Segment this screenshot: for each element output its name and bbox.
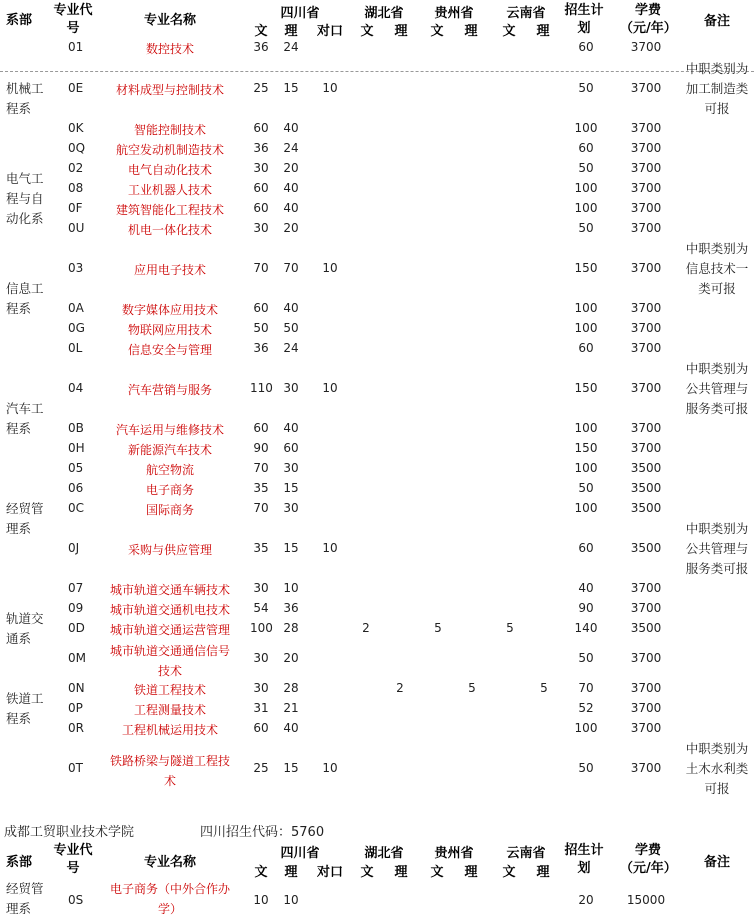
dept-line: 程系 — [6, 421, 32, 436]
cell-code: 0U — [68, 221, 85, 235]
note-line: 中职类别为 — [685, 241, 749, 256]
cell-major-name[interactable]: 电子商务 — [145, 483, 194, 497]
cell-code: 0D — [68, 621, 85, 635]
cell-major-name[interactable]: 智能控制技术 — [133, 123, 206, 137]
cell-major-name[interactable]: 工程机械运用技术 — [121, 723, 218, 737]
header-sc-wen: 文 — [254, 24, 268, 39]
header-gz-li: 理 — [464, 24, 478, 39]
major-name-line: 学） — [157, 902, 182, 916]
school2-row-sc-wen: 10 — [253, 893, 269, 907]
school2-row-major — [100, 879, 240, 919]
cell-sc-li: 15 — [283, 761, 299, 775]
cell-fee: 3700 — [630, 161, 662, 175]
note-line: 可报 — [704, 101, 730, 116]
cell-plan: 70 — [578, 681, 594, 695]
note-information — [680, 239, 754, 299]
header-hubei: 湖北省 — [364, 6, 404, 21]
dept-line: 程系 — [6, 301, 32, 316]
header2-hubei: 湖北省 — [364, 846, 404, 861]
cell-sc-li: 24 — [283, 141, 299, 155]
cell-sc-wen: 110 — [250, 381, 273, 395]
cell-sc-wen: 25 — [253, 81, 269, 95]
cell-code: 0F — [68, 201, 83, 215]
cell-plan: 150 — [574, 261, 598, 275]
header-sc-duikou: 对口 — [316, 24, 343, 39]
cell-fee: 3700 — [630, 321, 662, 335]
cell-sc-li: 24 — [283, 341, 299, 355]
header2-sc-duikou: 对口 — [316, 865, 343, 880]
cell-sc-dk: 10 — [322, 541, 338, 555]
cell-code: 0H — [68, 441, 85, 455]
dept-line: 轨道交 — [6, 611, 44, 626]
cell-code: 0Q — [68, 141, 86, 155]
cell-plan: 100 — [574, 301, 598, 315]
note-line: 可报 — [704, 781, 730, 796]
dept-line: 经贸管 — [6, 881, 44, 896]
cell-sc-wen: 60 — [253, 201, 269, 215]
cell-code: 03 — [68, 261, 84, 275]
cell-sc-wen: 60 — [253, 721, 269, 735]
cell-sc-wen: 70 — [253, 461, 269, 475]
dept-line: 信息工 — [6, 281, 44, 296]
header-hb-wen: 文 — [360, 24, 374, 39]
cell-sc-li: 70 — [283, 261, 299, 275]
cell-fee: 3700 — [630, 441, 662, 455]
dashed-separator — [0, 71, 754, 72]
dept-line: 程系 — [6, 101, 32, 116]
cell-sc-li: 20 — [283, 161, 299, 175]
cell-sc-li: 28 — [283, 621, 299, 635]
header2-yunnan: 云南省 — [506, 846, 546, 861]
header-dept: 系部 — [6, 13, 33, 28]
header2-sc-li: 理 — [284, 865, 298, 880]
header2-dept: 系部 — [6, 855, 33, 870]
cell-sc-wen: 30 — [253, 161, 269, 175]
cell-plan: 50 — [578, 161, 594, 175]
cell-sc-wen: 36 — [253, 141, 269, 155]
cell-fee: 3700 — [630, 141, 662, 155]
note-line: 公共管理与 — [685, 381, 749, 396]
cell-fee: 3500 — [630, 501, 662, 515]
cell-fee: 3700 — [630, 40, 662, 54]
major-name-line: 技术 — [157, 664, 182, 678]
cell-sc-wen: 90 — [253, 441, 269, 455]
cell-sc-wen: 70 — [253, 501, 269, 515]
dept-electrical — [6, 169, 62, 229]
cell-plan: 140 — [574, 621, 598, 635]
cell-major-name[interactable]: 数字媒体应用技术 — [121, 303, 218, 317]
cell-major-name[interactable]: 信息安全与管理 — [127, 343, 212, 357]
cell-sc-li: 50 — [283, 321, 299, 335]
header2-guizhou: 贵州省 — [434, 846, 474, 861]
cell-sc-li: 21 — [283, 701, 299, 715]
cell-fee: 3700 — [630, 341, 662, 355]
cell-sc-wen: 60 — [253, 421, 269, 435]
cell-code: 0N — [68, 681, 85, 695]
school2-row-plan: 20 — [578, 893, 594, 907]
dept-line: 电气工 — [6, 171, 44, 186]
cell-yn: 5 — [540, 681, 548, 695]
dept-line: 铁道工 — [6, 691, 44, 706]
cell-sc-wen: 30 — [253, 581, 269, 595]
cell-sc-li: 24 — [283, 40, 299, 54]
dept-line: 通系 — [6, 631, 32, 646]
dept-automotive — [6, 399, 62, 439]
header2-note: 备注 — [703, 855, 730, 870]
cell-fee: 3700 — [630, 651, 662, 665]
cell-fee: 3700 — [630, 221, 662, 235]
cell-sc-wen: 36 — [253, 40, 269, 54]
cell-sc-li: 30 — [283, 381, 299, 395]
cell-major-name[interactable]: 建筑智能化工程技术 — [115, 203, 224, 217]
cell-plan: 50 — [578, 481, 594, 495]
header-sichuan: 四川省 — [280, 6, 320, 21]
dept-line: 机械工 — [6, 81, 44, 96]
dept-line: 汽车工 — [6, 401, 44, 416]
cell-major-name[interactable]: 电气自动化技术 — [127, 163, 212, 177]
cell-plan: 100 — [574, 201, 598, 215]
cell-code: 06 — [68, 481, 84, 495]
cell-plan: 50 — [578, 651, 594, 665]
cell-plan: 60 — [578, 541, 594, 555]
cell-major-name[interactable]: 工业机器人技术 — [127, 183, 212, 197]
cell-sc-li: 60 — [283, 441, 299, 455]
cell-sc-wen: 60 — [253, 181, 269, 195]
cell-major-name[interactable]: 新能源汽车技术 — [127, 443, 212, 457]
cell-major-name[interactable]: 汽车营销与服务 — [127, 383, 212, 397]
note-line: 服务类可报 — [685, 561, 749, 576]
header2-gz-wen: 文 — [430, 865, 444, 880]
header-fee: 学费（元/年） — [620, 3, 677, 36]
header2-yn-li: 理 — [536, 865, 550, 880]
cell-fee: 3700 — [630, 681, 662, 695]
header-yunnan: 云南省 — [506, 6, 546, 21]
cell-plan: 40 — [578, 581, 594, 595]
cell-sc-li: 40 — [283, 121, 299, 135]
cell-major-name[interactable]: 数控技术 — [145, 42, 194, 56]
cell-yn: 5 — [506, 621, 514, 635]
cell-major-name[interactable]: 铁道工程技术 — [133, 683, 206, 697]
cell-sc-wen: 30 — [253, 681, 269, 695]
cell-code: 0P — [68, 701, 83, 715]
cell-hb: 2 — [396, 681, 404, 695]
cell-hb: 2 — [362, 621, 370, 635]
major-name-line: 铁路桥梁与隧道工程技 — [109, 754, 230, 768]
header-plan: 招生计划 — [564, 3, 604, 36]
cell-fee: 3700 — [630, 121, 662, 135]
header-gz-wen: 文 — [430, 24, 444, 39]
cell-sc-wen: 31 — [253, 701, 269, 715]
cell-sc-dk: 10 — [322, 261, 338, 275]
header2-hb-li: 理 — [394, 865, 408, 880]
cell-fee: 3500 — [630, 481, 662, 495]
cell-sc-dk: 10 — [322, 761, 338, 775]
cell-sc-wen: 100 — [250, 621, 273, 635]
cell-plan: 150 — [574, 381, 598, 395]
cell-fee: 3500 — [630, 541, 662, 555]
cell-major-name[interactable]: 采购与供应管理 — [127, 543, 212, 557]
note-manufacturing — [680, 59, 754, 119]
cell-major-name[interactable] — [100, 751, 240, 791]
note-line: 中职类别为 — [685, 521, 749, 536]
school2-row-code: 0S — [68, 893, 84, 907]
cell-fee: 3700 — [630, 761, 662, 775]
cell-fee: 3700 — [630, 421, 662, 435]
cell-sc-li: 20 — [283, 651, 299, 665]
cell-fee: 3700 — [630, 81, 662, 95]
cell-code: 0G — [68, 321, 85, 335]
header2-plan: 招生计划 — [564, 843, 604, 876]
cell-major-name[interactable] — [100, 641, 240, 681]
cell-sc-wen: 54 — [253, 601, 269, 615]
cell-sc-li: 30 — [283, 501, 299, 515]
cell-plan: 100 — [574, 421, 598, 435]
school2-name: 成都工贸职业技术学院 — [4, 825, 135, 840]
cell-plan: 100 — [574, 121, 598, 135]
cell-sc-li: 40 — [283, 421, 299, 435]
cell-sc-li: 30 — [283, 461, 299, 475]
header2-yn-wen: 文 — [502, 865, 516, 880]
cell-sc-wen: 60 — [253, 121, 269, 135]
header2-major-name: 专业名称 — [143, 855, 196, 870]
cell-plan: 100 — [574, 501, 598, 515]
cell-fee: 3500 — [630, 461, 662, 475]
header2-gz-li: 理 — [464, 865, 478, 880]
cell-major-name[interactable]: 物联网应用技术 — [127, 323, 212, 337]
header-hb-li: 理 — [394, 24, 408, 39]
note-line: 服务类可报 — [685, 401, 749, 416]
cell-sc-wen: 35 — [253, 481, 269, 495]
cell-major-name[interactable]: 机电一体化技术 — [127, 223, 212, 237]
dept-line: 理系 — [6, 901, 32, 916]
cell-sc-li: 40 — [283, 721, 299, 735]
dept-line: 理系 — [6, 521, 32, 536]
cell-sc-dk: 10 — [322, 81, 338, 95]
cell-major-name[interactable]: 城市轨道交通运营管理 — [109, 623, 230, 637]
major-name-line: 电子商务（中外合作办 — [109, 882, 230, 896]
cell-plan: 100 — [574, 721, 598, 735]
note-public-management-1 — [680, 359, 754, 419]
cell-code: 0A — [68, 301, 84, 315]
cell-code: 0R — [68, 721, 84, 735]
cell-sc-wen: 30 — [253, 221, 269, 235]
cell-code: 0J — [68, 541, 80, 555]
school2-dept — [6, 879, 62, 919]
cell-code: 02 — [68, 161, 84, 175]
cell-sc-dk: 10 — [322, 381, 338, 395]
cell-sc-wen: 30 — [253, 651, 269, 665]
header2-sichuan: 四川省 — [280, 846, 320, 861]
cell-plan: 100 — [574, 461, 598, 475]
cell-plan: 150 — [574, 441, 598, 455]
cell-sc-wen: 70 — [253, 261, 269, 275]
cell-fee: 3700 — [630, 201, 662, 215]
school2-code: 四川招生代码：5760 — [200, 825, 325, 840]
dept-line: 动化系 — [6, 211, 44, 226]
cell-code: 05 — [68, 461, 84, 475]
cell-major-name[interactable]: 城市轨道交通机电技术 — [109, 603, 230, 617]
header-major-name: 专业名称 — [143, 13, 196, 28]
cell-sc-li: 15 — [283, 541, 299, 555]
note-civil-engineering — [680, 739, 754, 799]
cell-code: 0M — [68, 651, 86, 665]
cell-fee: 3700 — [630, 181, 662, 195]
note-line: 信息技术一 — [685, 261, 749, 276]
cell-major-name[interactable]: 航空物流 — [145, 463, 194, 477]
dept-line: 经贸管 — [6, 501, 44, 516]
cell-plan: 100 — [574, 181, 598, 195]
cell-sc-li: 40 — [283, 181, 299, 195]
header2-hb-wen: 文 — [360, 865, 374, 880]
cell-plan: 52 — [578, 701, 594, 715]
header-sc-li: 理 — [284, 24, 298, 39]
cell-code: 0B — [68, 421, 84, 435]
cell-sc-li: 40 — [283, 301, 299, 315]
cell-code: 07 — [68, 581, 84, 595]
cell-plan: 100 — [574, 321, 598, 335]
header2-sc-wen: 文 — [254, 865, 268, 880]
header2-code: 专业代号 — [53, 843, 93, 876]
dept-information — [6, 279, 62, 319]
cell-major-name[interactable]: 汽车运用与维修技术 — [115, 423, 224, 437]
cell-plan: 50 — [578, 761, 594, 775]
cell-sc-li: 20 — [283, 221, 299, 235]
cell-plan: 50 — [578, 221, 594, 235]
header-note: 备注 — [703, 14, 730, 29]
cell-code: 0K — [68, 121, 84, 135]
cell-fee: 3700 — [630, 581, 662, 595]
header-yn-wen: 文 — [502, 24, 516, 39]
header-code-text: 专业代号 — [53, 3, 93, 36]
cell-sc-li: 40 — [283, 201, 299, 215]
cell-sc-wen: 36 — [253, 341, 269, 355]
major-name-line: 城市轨道交通通信信号 — [109, 644, 230, 658]
note-line: 中职类别为 — [685, 61, 749, 76]
note-line: 土木水利类 — [685, 761, 749, 776]
cell-fee: 3500 — [630, 621, 662, 635]
cell-plan: 60 — [578, 141, 594, 155]
cell-sc-li: 28 — [283, 681, 299, 695]
major-name-line: 术 — [163, 774, 176, 788]
dept-mechanical — [6, 79, 62, 119]
cell-major-name[interactable]: 工程测量技术 — [133, 703, 206, 717]
cell-code: 09 — [68, 601, 84, 615]
cell-sc-li: 36 — [283, 601, 299, 615]
note-line: 中职类别为 — [685, 741, 749, 756]
cell-gz: 5 — [434, 621, 442, 635]
cell-fee: 3700 — [630, 261, 662, 275]
cell-major-name[interactable]: 应用电子技术 — [133, 263, 206, 277]
cell-major-name[interactable]: 材料成型与控制技术 — [115, 83, 224, 97]
cell-code: 01 — [68, 40, 84, 54]
cell-code: 04 — [68, 381, 84, 395]
cell-code: 08 — [68, 181, 84, 195]
cell-plan: 60 — [578, 40, 594, 54]
note-line: 类可报 — [698, 281, 736, 296]
cell-sc-li: 15 — [283, 481, 299, 495]
cell-sc-wen: 35 — [253, 541, 269, 555]
cell-sc-wen: 60 — [253, 301, 269, 315]
cell-fee: 3700 — [630, 701, 662, 715]
cell-code: 0T — [68, 761, 83, 775]
dept-line: 程系 — [6, 711, 32, 726]
dept-line: 程与自 — [6, 191, 44, 206]
school2-row-sc-li: 10 — [283, 893, 299, 907]
cell-major-name[interactable]: 航空发动机制造技术 — [115, 143, 224, 157]
cell-sc-li: 15 — [283, 81, 299, 95]
cell-fee: 3700 — [630, 301, 662, 315]
dept-railway-engineering — [6, 689, 62, 729]
cell-major-name[interactable]: 城市轨道交通车辆技术 — [109, 583, 230, 597]
dept-economics-trade — [6, 499, 62, 539]
cell-fee: 3700 — [630, 721, 662, 735]
cell-plan: 60 — [578, 341, 594, 355]
cell-major-name[interactable]: 国际商务 — [145, 503, 194, 517]
header-code — [52, 2, 94, 38]
cell-sc-wen: 25 — [253, 761, 269, 775]
header-yn-li: 理 — [536, 24, 550, 39]
school2-row-fee: 15000 — [626, 893, 666, 907]
cell-fee: 3700 — [630, 381, 662, 395]
cell-gz: 5 — [468, 681, 476, 695]
cell-code: 0C — [68, 501, 85, 515]
header2-fee: 学费（元/年） — [620, 843, 677, 876]
cell-plan: 90 — [578, 601, 594, 615]
cell-plan: 50 — [578, 81, 594, 95]
dept-rail-transit — [6, 609, 62, 649]
note-line: 公共管理与 — [685, 541, 749, 556]
cell-code: 0E — [68, 81, 84, 95]
note-public-management-2 — [680, 519, 754, 579]
cell-sc-wen: 50 — [253, 321, 269, 335]
note-line: 加工制造类 — [685, 81, 749, 96]
cell-fee: 3700 — [630, 601, 662, 615]
cell-code: 0L — [68, 341, 83, 355]
note-line: 中职类别为 — [685, 361, 749, 376]
header-guizhou: 贵州省 — [434, 6, 474, 21]
cell-sc-li: 10 — [283, 581, 299, 595]
